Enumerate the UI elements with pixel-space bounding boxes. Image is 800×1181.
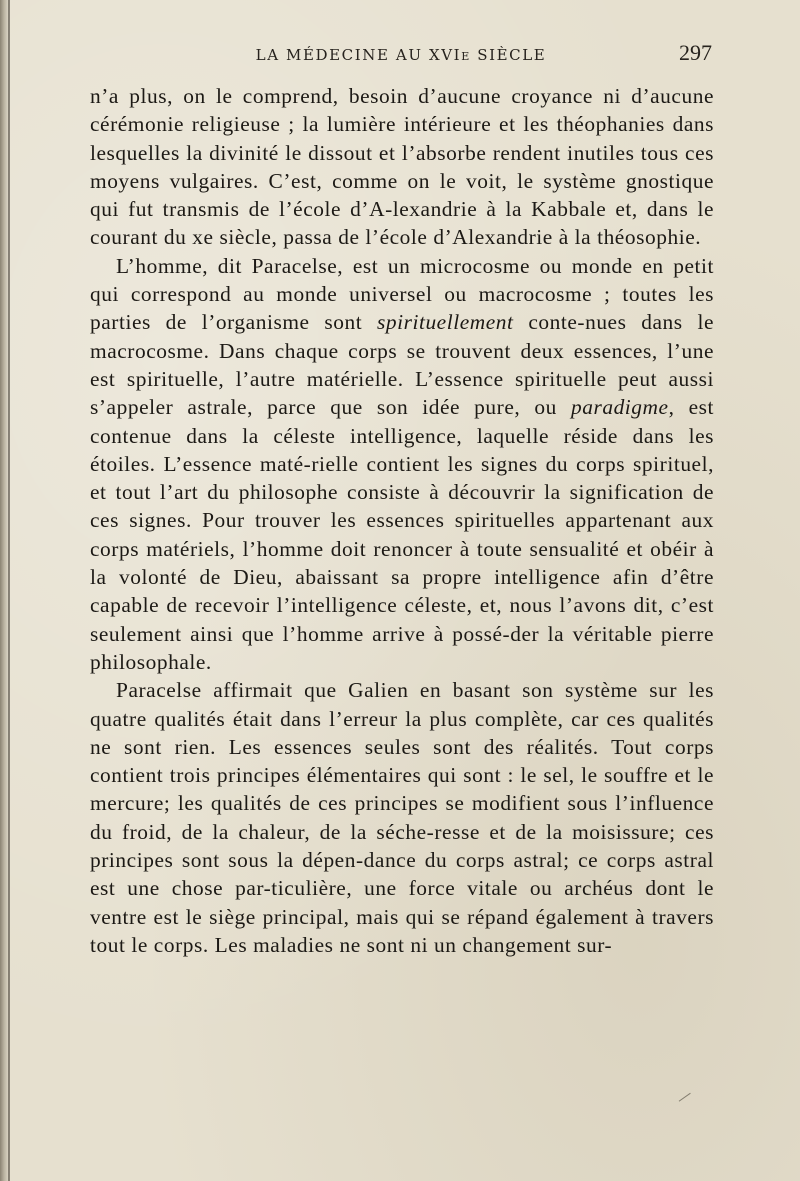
running-title: LA MÉDECINE AU XVIe SIÈCLE xyxy=(255,46,547,64)
paragraph-continued: n’a plus, on le comprend, besoin d’aucune croyance ni d’aucune cérémonie religieuse ; la lumière intérieure et les théophanies dans lesquelles la divinité le dissout et l’absorbe rendent inutiles tous ces moyens vulgaires. C’est, comme on le voit, le système gnostique qui fut transmis de l’école d’A-lexandrie à la Kabbale et, dans le courant du xe siècle, passa de l’école d’Alexandrie à la théosophie. xyxy=(90,84,714,250)
running-header xyxy=(90,40,712,70)
paragraph-galien: Paracelse affirmait que Galien en basant son système sur les quatre qualités était dans l’erreur la plus complète, car ces qualités ne sont rien. Les essences seules sont des réalités. Tout corps contient trois principes élémentaires qui sont : le sel, le souffre et le mercure; les qualités de ces principes se modifient sous l’influence du froid, de la chaleur, de la séche-resse et de la moisissure; ces principes sont sous la dépen-dance du corps astral; ce corps astral est une chose par-ticulière, une force vitale ou archéus dont le ventre est le siège principal, mais qui se répand également à travers tout le corps. Les maladies ne sont ni un changement sur- xyxy=(90,678,714,957)
page-binding-line xyxy=(8,0,10,1181)
emphasis-paradigme: paradigme xyxy=(570,395,669,420)
paragraph-text: L’homme, dit Paracelse, est un microcosme ou monde en petit qui correspond au monde universel ou macrocosme ; toutes les parties de l’organisme sont xyxy=(90,253,714,335)
paragraph-microcosme xyxy=(90,252,714,676)
paragraph-text: , est contenue dans la céleste intelligence, laquelle réside dans les étoiles. L’essence maté-rielle contient les signes du corps spirituel, et tout l’art du philosophe consiste à découvrir la signification de ces signes. Pour trouver les essences spirituelles appartenant aux corps matériels, l’homme doit renoncer à toute sensualité et obéir à la volonté de Dieu, abaissant sa propre intelligence afin d’être capable de recevoir l’intelligence céleste, et, nous l’avons dit, c’est seulement ainsi que l’homme arrive à possé-der la véritable pierre philosophale. xyxy=(90,395,714,674)
body-text xyxy=(90,82,714,959)
page-number: 297 xyxy=(679,40,712,65)
paper-mark xyxy=(679,1093,696,1108)
paragraph-text: conte-nues dans le macrocosme. Dans chaque corps se trouvent deux essences, l’une est spirituelle, l’autre matérielle. L’essence spirituelle peut aussi s’appeler astrale, parce que son idée pure, ou xyxy=(90,310,714,420)
emphasis-spirituellement: spirituellement xyxy=(376,310,514,335)
